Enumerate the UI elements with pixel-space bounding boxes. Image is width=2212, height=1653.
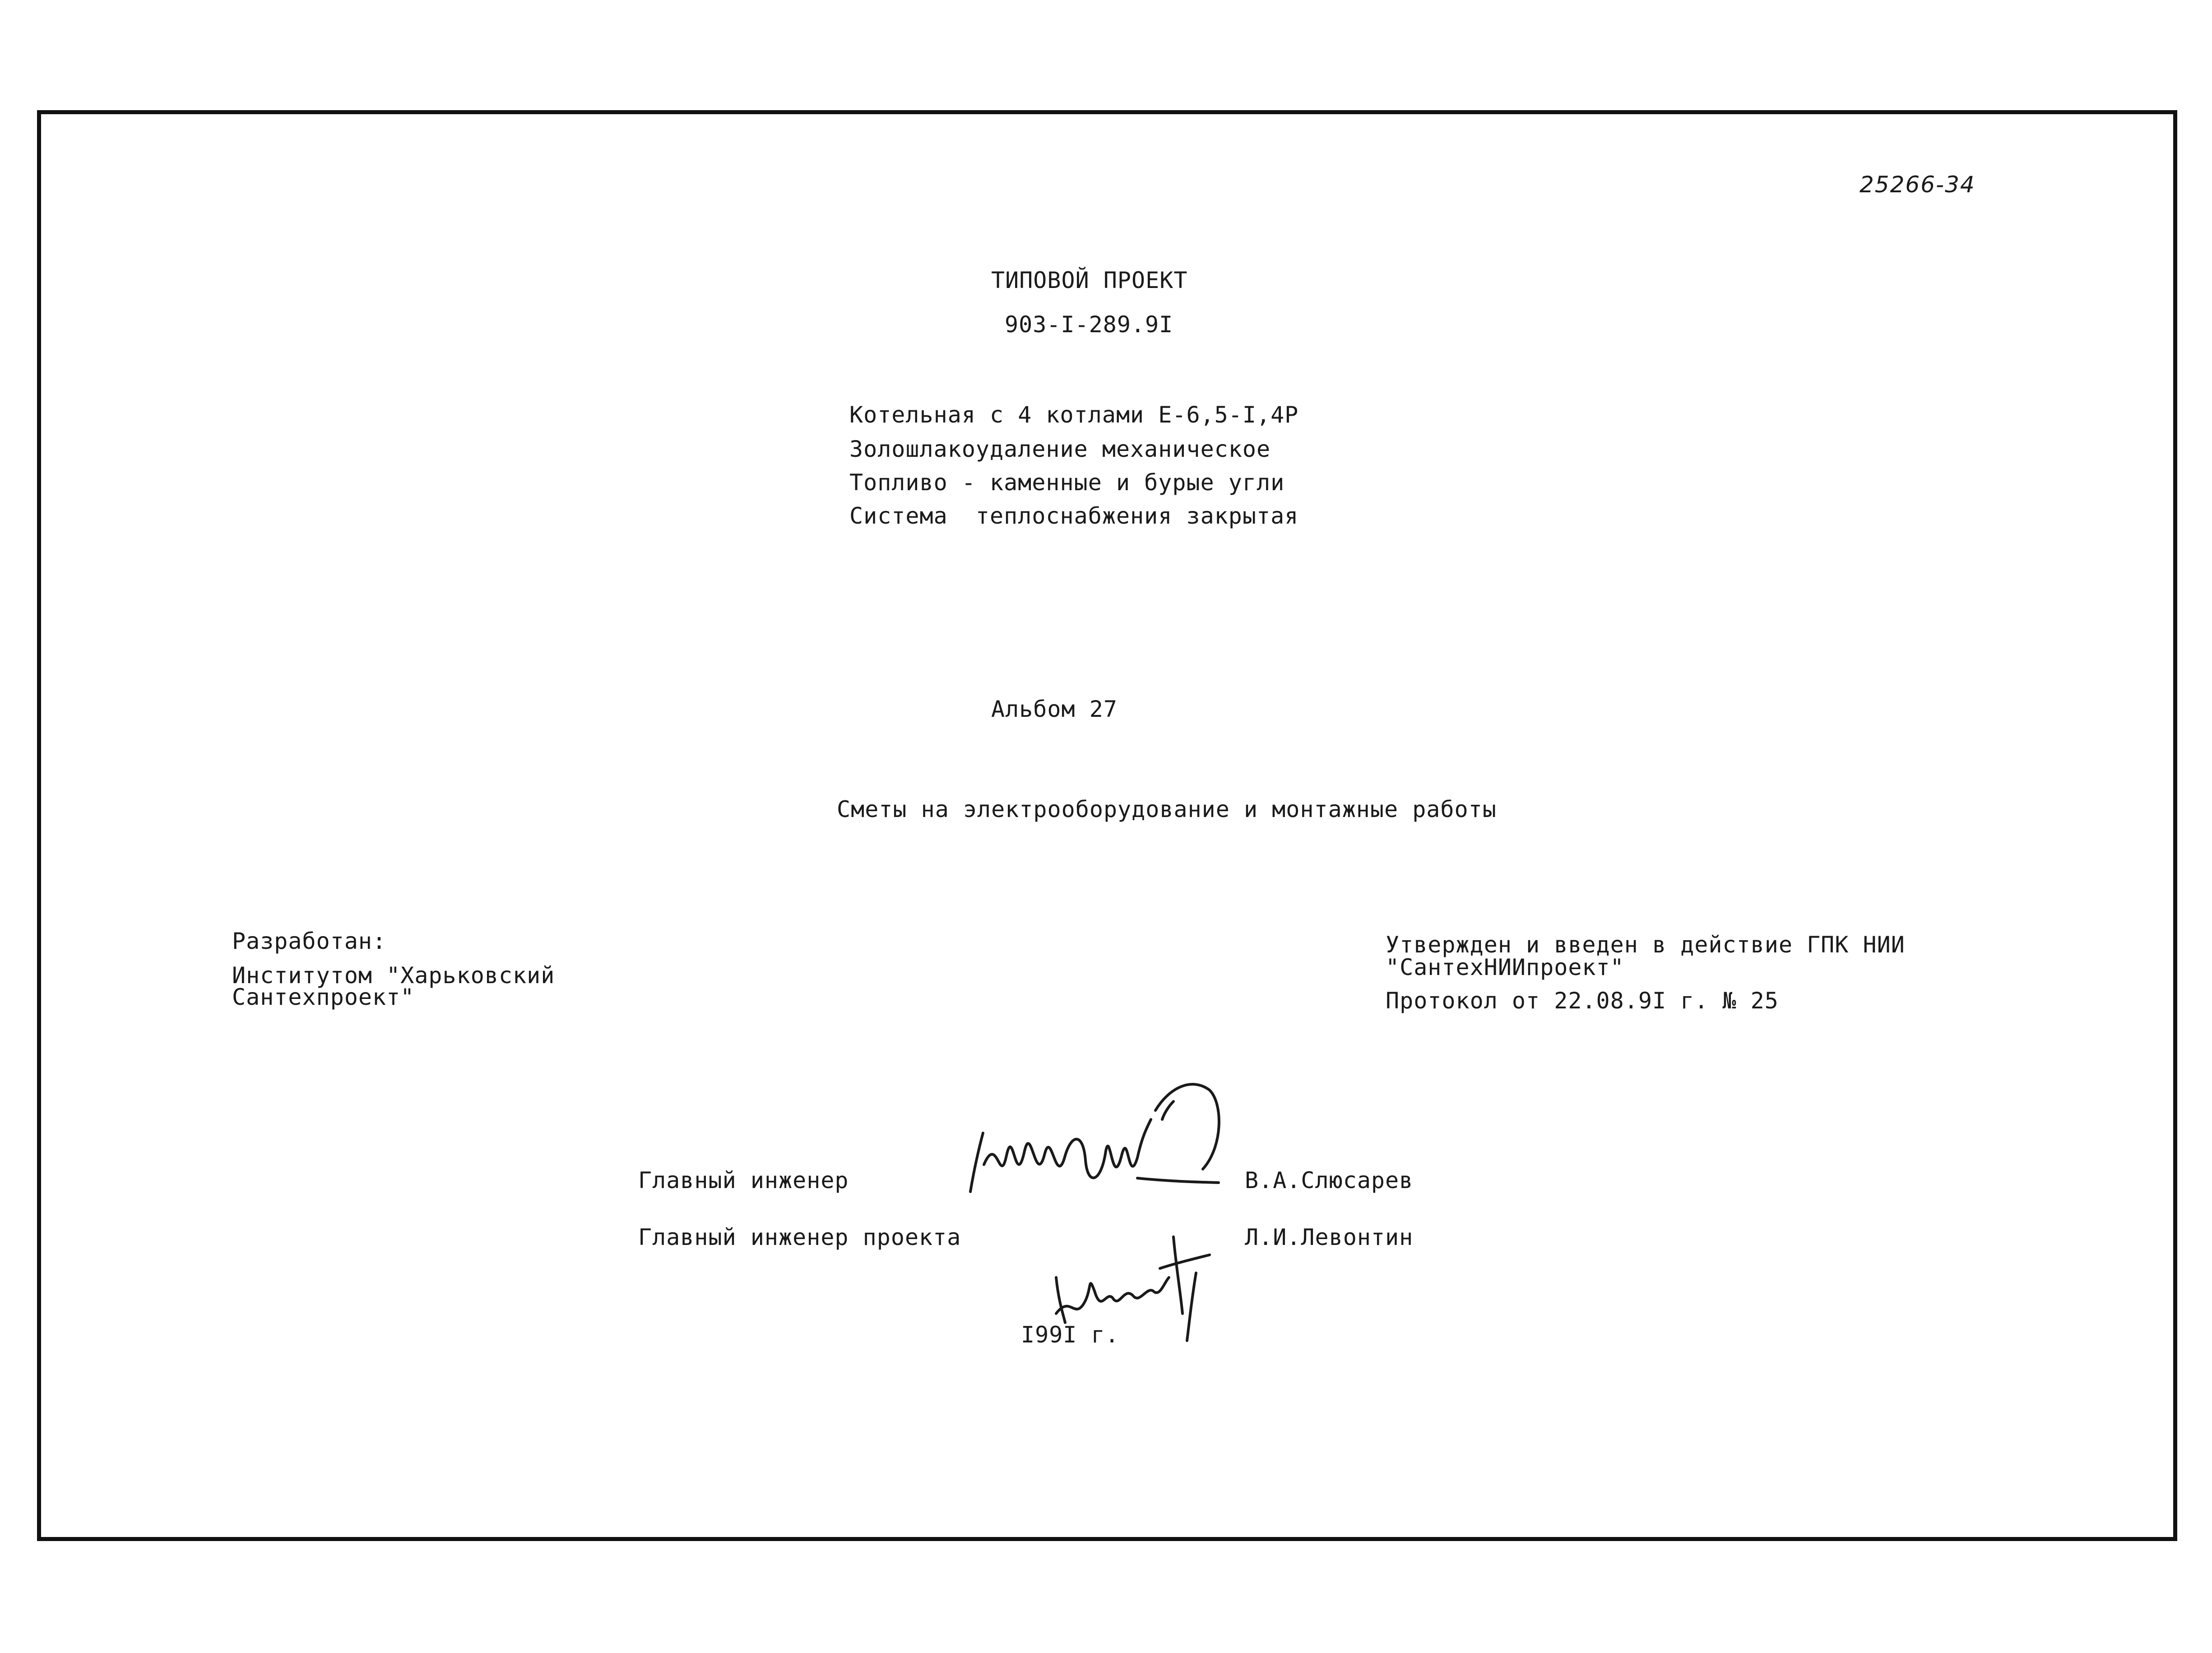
developed-line: Сантехпроект" [232, 984, 415, 1010]
approved-line: "СантехНИИпроект" [1386, 954, 1624, 980]
signatory-role: Главный инженер [638, 1167, 849, 1193]
project-type-label: ТИПОВОЙ ПРОЕКТ [991, 267, 1188, 293]
approved-line: Утвержден и введен в действие ГПК НИИ [1386, 932, 1905, 958]
description-line: Золошлакоудаление механическое [849, 436, 1271, 462]
developed-line: Институтом "Харьковский [232, 962, 555, 989]
chief-engineer-signature [957, 1079, 1237, 1214]
album-number: Альбом 27 [991, 696, 1118, 722]
album-subject: Сметы на электрооборудование и монтажные работы [837, 796, 1497, 822]
project-code: 903-I-289.9I [1005, 311, 1173, 338]
signatory-name: Л.И.Левонтин [1245, 1224, 1414, 1250]
description-line: Система теплоснабжения закрытая [849, 503, 1299, 529]
description-line: Котельная с 4 котлами Е-6,5-I,4Р [849, 402, 1299, 428]
signatory-role: Главный инженер проекта [638, 1224, 961, 1250]
signatory-name: В.А.Слюсарев [1245, 1167, 1414, 1193]
year: I99I г. [1021, 1322, 1119, 1348]
approval-protocol: Протокол от 22.08.9I г. № 25 [1386, 988, 1779, 1014]
sheet-number: 25266-34 [1860, 172, 1975, 198]
developed-label: Разработан: [232, 928, 387, 954]
description-line: Топливо - каменные и бурые угли [849, 469, 1285, 496]
